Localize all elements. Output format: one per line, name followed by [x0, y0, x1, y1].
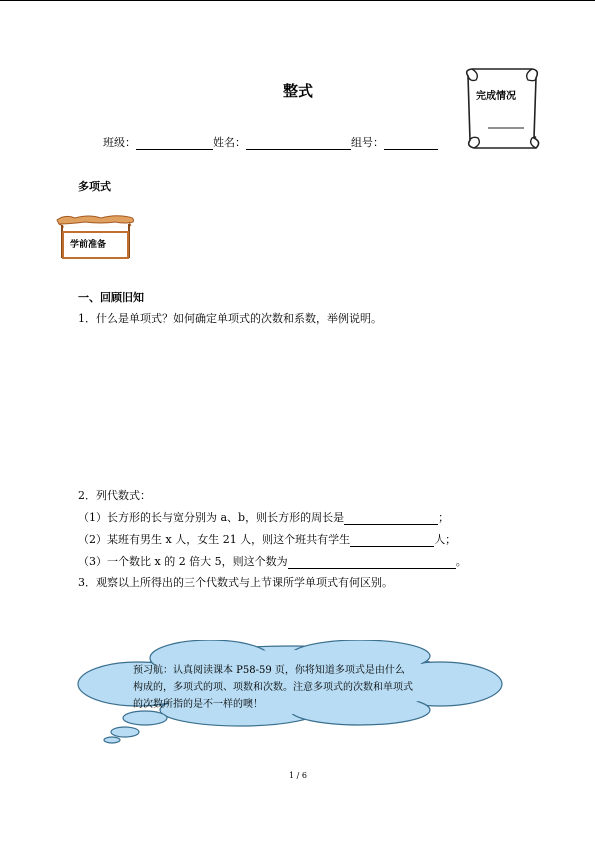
students-blank[interactable]: [350, 534, 434, 547]
class-blank[interactable]: [136, 137, 213, 150]
group-blank[interactable]: [384, 137, 438, 150]
completion-scroll-icon: [458, 66, 544, 152]
question-2-item-1: （1）长方形的长与宽分别为 a、b，则长方形的周长是 ；: [78, 511, 450, 524]
page-title: 整式: [283, 82, 314, 100]
top-border-line: [0, 0, 595, 1]
question-2: 2．列代数式：: [78, 489, 151, 502]
completion-status-label: 完成情况: [476, 91, 516, 102]
group-label: 组号：: [351, 136, 384, 149]
number-blank[interactable]: [288, 556, 456, 569]
name-blank[interactable]: [246, 137, 351, 150]
section-heading: 多项式: [78, 180, 111, 193]
preview-tip-text: 预习航：认真阅读课本 P58-59 页，你将知道多项式是由什么构成的，多项式的项、项数和次数。注意多项式的次数和单项式的次数所指的是不一样的噢！: [133, 665, 413, 710]
review-heading: 一、回顾旧知: [78, 291, 144, 304]
question-3: 3．观察以上所得出的三个代数式与上节课所学单项式有何区别。: [78, 576, 393, 589]
question-2-item-3: （3）一个数比 x 的 2 倍大 5，则这个数为 。: [78, 555, 467, 568]
page-number: 1 / 6: [289, 771, 307, 780]
question-1: 1．什么是单项式？如何确定单项式的次数和系数，举例说明。: [78, 312, 382, 325]
class-label: 班级：: [103, 136, 136, 149]
student-info-line: [103, 134, 438, 150]
name-label: 姓名：: [213, 136, 246, 149]
question-2-item-2: （2）某班有男生 x 人，女生 21 人，则这个班共有学生 人；: [78, 533, 457, 546]
perimeter-blank[interactable]: [344, 512, 438, 525]
pre-study-label: 学前准备: [70, 240, 107, 250]
